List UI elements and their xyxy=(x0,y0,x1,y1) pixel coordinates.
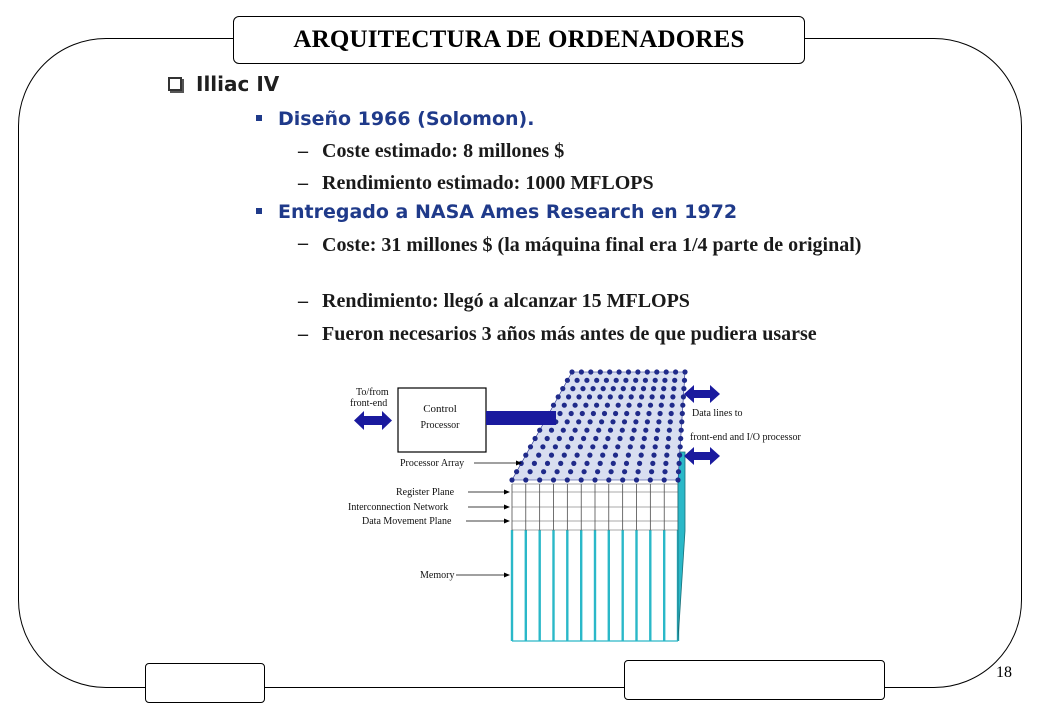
processor-node xyxy=(551,403,556,408)
processor-node xyxy=(601,386,606,391)
processor-node xyxy=(658,411,663,416)
processor-node xyxy=(605,436,610,441)
processor-node xyxy=(607,369,612,374)
processor-node xyxy=(533,436,538,441)
dash-bullet-icon: – xyxy=(298,290,308,312)
subbullet-text: Rendimiento estimado: 1000 MFLOPS xyxy=(322,172,654,194)
processor-node xyxy=(523,453,528,458)
interconnection-network-label: Interconnection Network xyxy=(348,502,449,513)
footer-box-right xyxy=(624,660,885,700)
processor-node xyxy=(587,394,592,399)
processor-node xyxy=(648,477,653,482)
processor-node xyxy=(682,378,687,383)
processor-node xyxy=(523,477,528,482)
illiac-iv-diagram xyxy=(340,366,830,648)
subbullet-text: Rendimiento: llegó a alcanzar 15 MFLOPS xyxy=(322,290,690,312)
processor-node xyxy=(633,419,638,424)
dash-bullet-icon: – xyxy=(298,140,308,162)
dash-bullet-icon: – xyxy=(298,323,308,345)
processor-node xyxy=(611,461,616,466)
processor-node xyxy=(591,411,596,416)
processor-node xyxy=(681,386,686,391)
processor-node xyxy=(660,394,665,399)
processor-node xyxy=(642,436,647,441)
processor-node xyxy=(565,444,570,449)
processor-node xyxy=(565,419,570,424)
page-number: 18 xyxy=(996,664,1012,681)
processor-node xyxy=(637,403,642,408)
processor-node xyxy=(556,394,561,399)
processor-node xyxy=(665,444,670,449)
to-from-arrow-icon xyxy=(354,411,392,430)
processor-node xyxy=(608,428,613,433)
processor-node xyxy=(631,386,636,391)
data-lines-label: Data lines to xyxy=(692,408,743,419)
processor-node xyxy=(656,419,661,424)
slide-title xyxy=(233,16,805,64)
processor-node xyxy=(632,428,637,433)
processor-node xyxy=(566,394,571,399)
processor-node xyxy=(620,428,625,433)
processor-node xyxy=(537,477,542,482)
checkbox-bullet-icon xyxy=(168,77,182,91)
processor-node xyxy=(528,469,533,474)
processor-node xyxy=(602,411,607,416)
bullet-delivered xyxy=(256,201,737,223)
control-label: Control xyxy=(423,403,457,415)
processor-node xyxy=(622,469,627,474)
processor-node xyxy=(608,394,613,399)
processor-node xyxy=(582,469,587,474)
bullet-design xyxy=(256,108,534,130)
processor-node xyxy=(648,403,653,408)
processor-node xyxy=(587,453,592,458)
dash-bullet-icon: – xyxy=(298,232,308,254)
processor-array xyxy=(509,369,687,482)
processor-label: Processor xyxy=(420,420,460,431)
processor-node xyxy=(679,419,684,424)
processor-node xyxy=(611,386,616,391)
processor-node xyxy=(618,394,623,399)
processor-node xyxy=(651,386,656,391)
subbullet-text: Coste: 31 millones $ (la máquina final era 1/4 parte de original) xyxy=(322,234,862,256)
processor-node xyxy=(671,386,676,391)
front-end-label: front-end xyxy=(350,398,388,409)
processor-node xyxy=(551,477,556,482)
processor-node xyxy=(653,378,658,383)
processor-node xyxy=(635,369,640,374)
processor-node xyxy=(580,386,585,391)
processor-node xyxy=(558,461,563,466)
bullet-delivered-text: Entregado a NASA Ames Research en 1972 xyxy=(278,201,738,223)
processor-node xyxy=(677,461,682,466)
processor-node xyxy=(570,386,575,391)
processor-node xyxy=(667,428,672,433)
processor-node xyxy=(680,411,685,416)
processor-node xyxy=(596,428,601,433)
processor-node xyxy=(594,403,599,408)
processor-node xyxy=(588,419,593,424)
processor-array-label: Processor Array xyxy=(400,458,465,469)
processor-node xyxy=(575,453,580,458)
processor-node xyxy=(639,453,644,458)
processor-node xyxy=(576,419,581,424)
processor-node xyxy=(669,411,674,416)
processor-node xyxy=(622,419,627,424)
front-end-io-label: front-end and I/O processor xyxy=(690,432,801,443)
processor-node xyxy=(662,378,667,383)
processor-node xyxy=(562,403,567,408)
processor-node xyxy=(629,394,634,399)
slide-title-text: ARQUITECTURA DE ORDENADORES xyxy=(293,26,745,53)
processor-node xyxy=(573,428,578,433)
processor-node xyxy=(549,428,554,433)
processor-node xyxy=(643,428,648,433)
processor-node xyxy=(650,394,655,399)
processor-node xyxy=(595,469,600,474)
processor-node xyxy=(562,453,567,458)
processor-node xyxy=(545,436,550,441)
processor-node xyxy=(593,436,598,441)
processor-node xyxy=(541,469,546,474)
processor-node xyxy=(670,403,675,408)
processor-node xyxy=(545,461,550,466)
processor-node xyxy=(659,403,664,408)
processor-node xyxy=(565,378,570,383)
processor-node xyxy=(603,444,608,449)
processor-node xyxy=(620,477,625,482)
processor-node xyxy=(600,453,605,458)
data-lines-arrow-icon xyxy=(684,385,720,403)
processor-node xyxy=(666,436,671,441)
processor-node xyxy=(561,428,566,433)
register-plane-label: Register Plane xyxy=(396,487,455,498)
processor-node xyxy=(623,378,628,383)
processor-node xyxy=(560,386,565,391)
processor-node xyxy=(579,477,584,482)
processor-node xyxy=(579,369,584,374)
processor-node xyxy=(575,378,580,383)
processor-node xyxy=(584,428,589,433)
processor-node xyxy=(555,469,560,474)
processor-node xyxy=(654,436,659,441)
processor-node xyxy=(663,461,668,466)
processor-node xyxy=(621,386,626,391)
square-bullet-icon xyxy=(256,115,262,121)
processor-node xyxy=(615,444,620,449)
processor-node xyxy=(664,369,669,374)
processor-node xyxy=(670,394,675,399)
processor-node xyxy=(576,394,581,399)
processor-node xyxy=(645,369,650,374)
processor-node xyxy=(673,369,678,374)
processor-node xyxy=(650,461,655,466)
processor-node xyxy=(639,394,644,399)
processor-node xyxy=(569,411,574,416)
processor-node xyxy=(613,411,618,416)
processor-node xyxy=(640,444,645,449)
to-from-label: To/from xyxy=(356,387,389,398)
heading-text: Illiac IV xyxy=(196,72,280,96)
processor-node xyxy=(668,419,673,424)
processor-node xyxy=(584,378,589,383)
processor-node xyxy=(662,477,667,482)
processor-node xyxy=(553,444,558,449)
dash-bullet-icon: – xyxy=(298,172,308,194)
memory-columns xyxy=(512,484,678,641)
processor-node xyxy=(598,461,603,466)
processor-node xyxy=(645,419,650,424)
processor-node xyxy=(624,411,629,416)
processor-node xyxy=(626,369,631,374)
subbullet-text: Fueron necesarios 3 años más antes de que pudiera usarse xyxy=(322,323,817,345)
processor-node xyxy=(597,394,602,399)
processor-node xyxy=(528,444,533,449)
processor-node xyxy=(641,386,646,391)
processor-node xyxy=(635,411,640,416)
processor-node xyxy=(672,378,677,383)
processor-node xyxy=(654,369,659,374)
processor-node xyxy=(649,469,654,474)
processor-node xyxy=(588,369,593,374)
data-lines-arrow-icon xyxy=(684,447,720,465)
processor-node xyxy=(626,403,631,408)
processor-node xyxy=(661,386,666,391)
processor-node xyxy=(537,428,542,433)
processor-node xyxy=(633,378,638,383)
subbullet-text: Coste estimado: 8 millones $ xyxy=(322,140,565,162)
processor-node xyxy=(606,477,611,482)
processor-node xyxy=(676,469,681,474)
square-bullet-icon xyxy=(256,208,262,214)
processor-node xyxy=(573,403,578,408)
processor-node xyxy=(624,461,629,466)
processor-node xyxy=(568,469,573,474)
processor-node xyxy=(680,403,685,408)
processor-node xyxy=(637,461,642,466)
processor-node xyxy=(610,419,615,424)
processor-node xyxy=(565,477,570,482)
processor-node xyxy=(636,469,641,474)
processor-node xyxy=(598,369,603,374)
processor-node xyxy=(655,428,660,433)
processor-node xyxy=(613,453,618,458)
processor-node xyxy=(662,469,667,474)
processor-node xyxy=(682,369,687,374)
processor-node xyxy=(599,419,604,424)
processor-node xyxy=(536,453,541,458)
processor-node xyxy=(614,378,619,383)
data-movement-plane-label: Data Movement Plane xyxy=(362,516,452,527)
processor-node xyxy=(609,469,614,474)
processor-node xyxy=(532,461,537,466)
processor-node xyxy=(617,369,622,374)
footer-box-left xyxy=(145,663,265,703)
processor-node xyxy=(630,436,635,441)
processor-node xyxy=(514,469,519,474)
processor-node xyxy=(646,411,651,416)
processor-node xyxy=(509,477,514,482)
processor-node xyxy=(677,453,682,458)
processor-node xyxy=(557,411,562,416)
processor-node xyxy=(569,436,574,441)
processor-node xyxy=(651,453,656,458)
processor-node xyxy=(604,378,609,383)
processor-node xyxy=(653,444,658,449)
processor-node xyxy=(626,453,631,458)
processor-node xyxy=(592,477,597,482)
processor-node xyxy=(581,436,586,441)
bullet-design-text: Diseño 1966 (Solomon). xyxy=(278,108,535,130)
processor-node xyxy=(571,461,576,466)
processor-node xyxy=(557,436,562,441)
processor-node xyxy=(549,453,554,458)
processor-node xyxy=(617,436,622,441)
processor-node xyxy=(678,444,683,449)
memory-label: Memory xyxy=(420,570,455,581)
processor-node xyxy=(664,453,669,458)
processor-node xyxy=(583,403,588,408)
processor-node xyxy=(679,428,684,433)
control-bus xyxy=(486,411,556,425)
processor-node xyxy=(605,403,610,408)
processor-node xyxy=(578,444,583,449)
processor-node xyxy=(643,378,648,383)
processor-node xyxy=(628,444,633,449)
processor-node xyxy=(590,444,595,449)
processor-node xyxy=(675,477,680,482)
processor-node xyxy=(584,461,589,466)
processor-node xyxy=(569,369,574,374)
processor-node xyxy=(540,444,545,449)
processor-node xyxy=(580,411,585,416)
processor-node xyxy=(591,386,596,391)
processor-node xyxy=(634,477,639,482)
processor-node xyxy=(678,436,683,441)
processor-node xyxy=(594,378,599,383)
processor-node xyxy=(616,403,621,408)
